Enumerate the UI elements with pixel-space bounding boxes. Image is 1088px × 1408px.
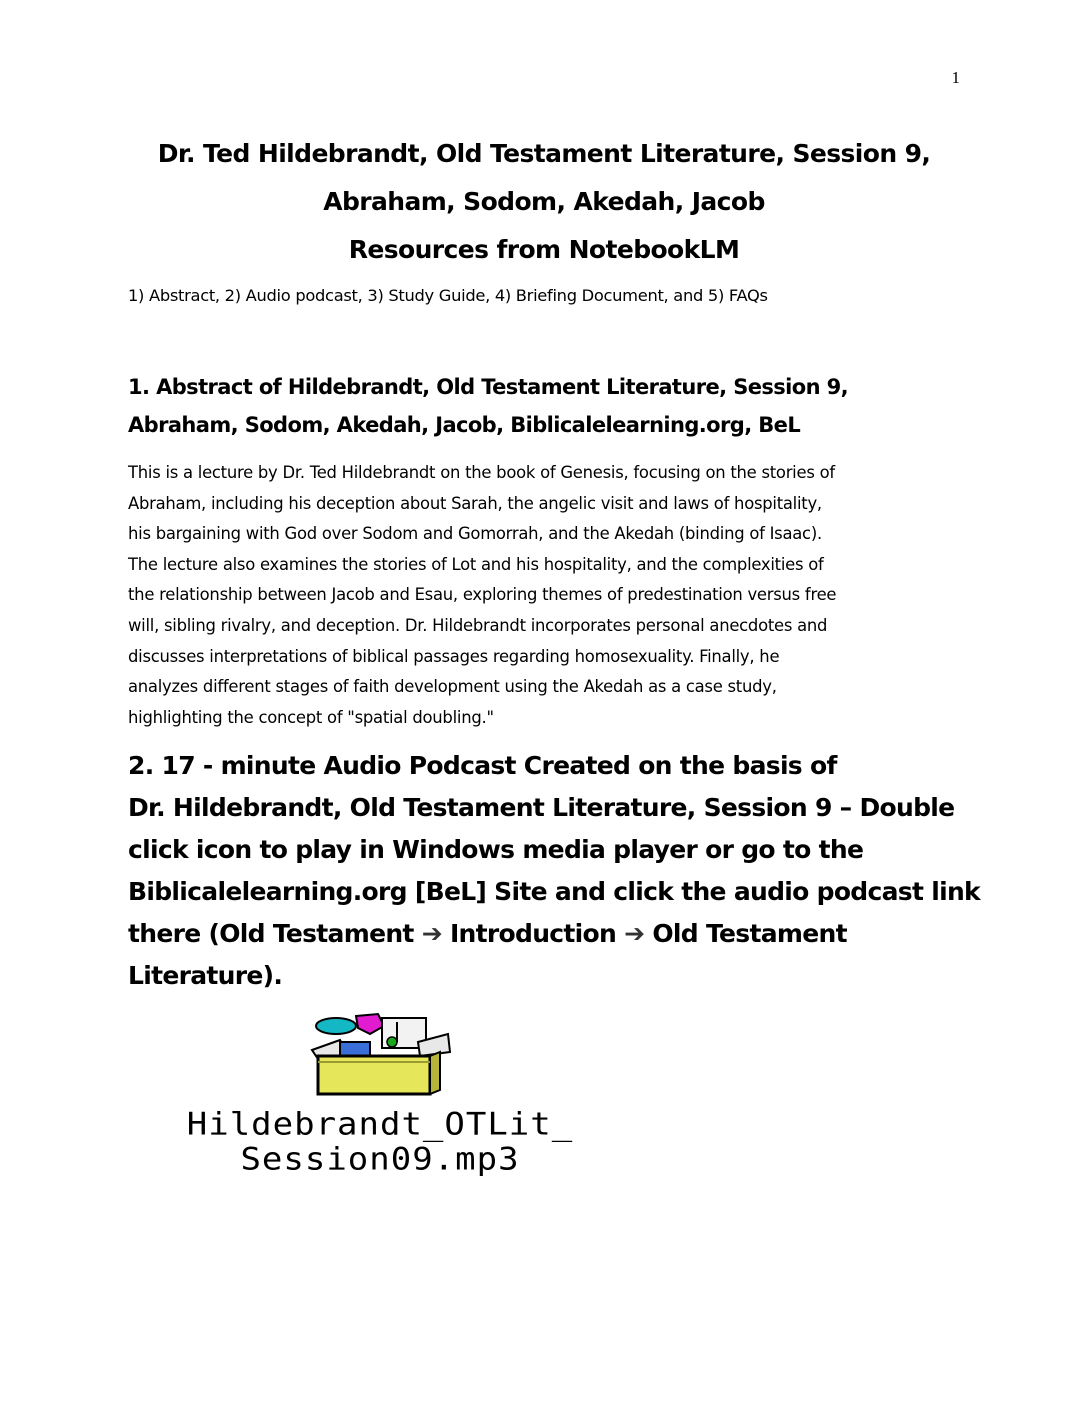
section-1-heading xyxy=(128,368,978,444)
section-2-heading xyxy=(128,745,978,997)
breadcrumb-part-2: Introduction xyxy=(441,919,625,948)
title-line-2: Abraham, Sodom, Akedah, Jacob xyxy=(323,187,765,216)
section-2-line-5 xyxy=(128,913,978,955)
arrow-right-icon: ➔ xyxy=(421,919,442,948)
page-number: 1 xyxy=(951,68,960,87)
audio-file-name-line-2: Session09.mp3 xyxy=(240,1141,520,1178)
abstract-line: highlighting the concept of "spatial doubling." xyxy=(128,707,494,727)
title-line-3: Resources from NotebookLM xyxy=(348,235,740,264)
section-2-line-3: click icon to play in Windows media player or go to the xyxy=(128,835,864,864)
audio-file-name[interactable] xyxy=(130,1107,630,1177)
abstract-line: will, sibling rivalry, and deception. Dr. Hildebrandt incorporates personal anecdotes and xyxy=(128,615,828,635)
section-2-line-4: Biblicalelearning.org [BeL] Site and click the audio podcast link xyxy=(128,877,980,906)
audio-file-attachment[interactable] xyxy=(130,1012,630,1182)
audio-file-name-line-1: Hildebrandt_OTLit_ xyxy=(186,1106,574,1143)
abstract-line: This is a lecture by Dr. Ted Hildebrandt on the book of Genesis, focusing on the stories of xyxy=(128,463,835,482)
abstract-paragraph xyxy=(128,458,968,733)
section-2-line-6: Literature). xyxy=(128,961,283,990)
breadcrumb-part-1: there (Old Testament xyxy=(128,919,422,948)
section-1-heading-line-1: 1. Abstract of Hildebrandt, Old Testament Literature, Session 9, xyxy=(128,375,849,399)
arrow-right-icon: ➔ xyxy=(624,919,645,948)
abstract-line: his bargaining with God over Sodom and Gomorrah, and the Akedah (binding of Isaac). xyxy=(128,524,822,544)
breadcrumb-part-3: Old Testament xyxy=(644,919,847,948)
section-2-line-1: 2. 17 - minute Audio Podcast Created on the basis of xyxy=(128,751,837,780)
section-2-line-2: Dr. Hildebrandt, Old Testament Literature, Session 9 – Double xyxy=(128,793,955,822)
title-line-1: Dr. Ted Hildebrandt, Old Testament Literature, Session 9, xyxy=(157,139,931,168)
abstract-line: Abraham, including his deception about Sarah, the angelic visit and laws of hospitality, xyxy=(128,493,822,513)
abstract-line: The lecture also examines the stories of Lot and his hospitality, and the complexities of xyxy=(128,554,824,574)
package-icon[interactable] xyxy=(300,1012,460,1098)
abstract-line: discusses interpretations of biblical passages regarding homosexuality. Finally, he xyxy=(128,646,780,666)
resource-list: 1) Abstract, 2) Audio podcast, 3) Study Guide, 4) Briefing Document, and 5) FAQs xyxy=(128,286,768,305)
abstract-line: the relationship between Jacob and Esau, exploring themes of predestination versus free xyxy=(128,585,837,605)
abstract-line: analyzes different stages of faith development using the Akedah as a case study, xyxy=(128,677,777,697)
section-1-heading-line-2: Abraham, Sodom, Akedah, Jacob, Biblicalelearning.org, BeL xyxy=(128,413,801,437)
document-title xyxy=(100,130,988,274)
